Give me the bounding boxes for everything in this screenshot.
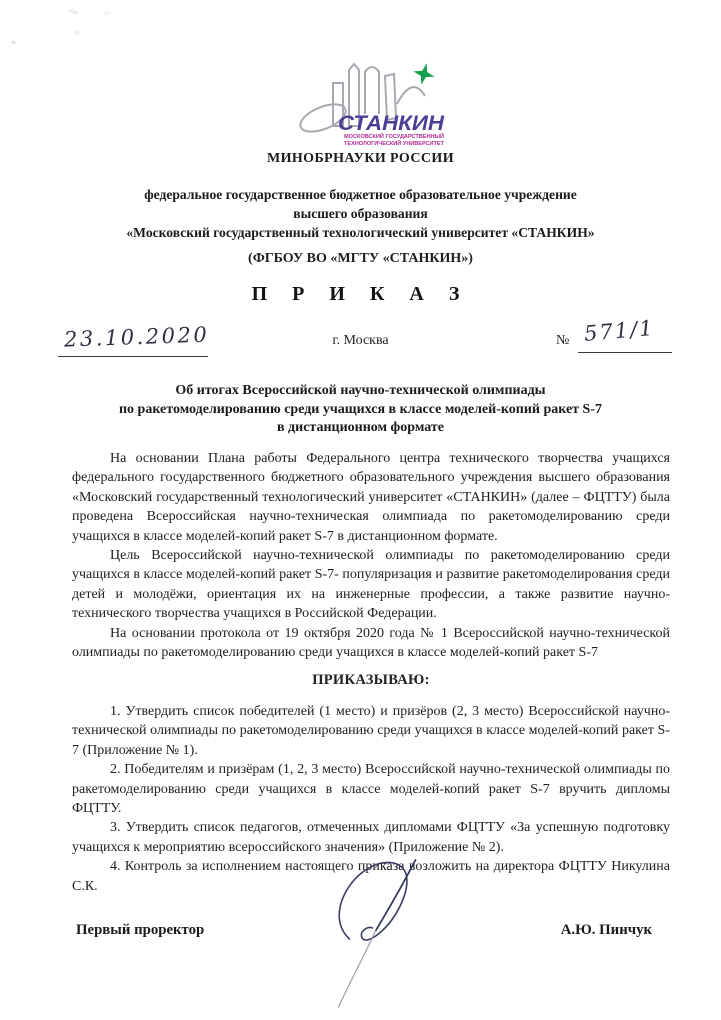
- scan-artifact: [104, 12, 110, 15]
- scan-artifact: [11, 41, 16, 44]
- subject-line-1: Об итогах Всероссийской научно-технической олимпиады: [175, 383, 546, 398]
- org-line-3: «Московский государственный технологический университет «СТАНКИН»: [126, 225, 595, 240]
- logo-subtitle-line2: ТЕХНОЛОГИЧЕСКИЙ УНИВЕРСИТЕТ: [344, 141, 442, 147]
- logo-brand-text: СТАНКИН: [338, 112, 445, 135]
- city-label: г. Москва: [332, 333, 389, 348]
- body-paragraph: Цель Всероссийской научно-технической олимпиады по ракетомоделированию среди учащихся в классе моделей-копий ракет S-7- популяризация и развитие ракетомоделирования среди детей и молодёжи, ориентация их на инженерные профессии, а также развитие научно-технического творчества учащихся в Российской Федерации.: [72, 548, 670, 622]
- logo-graphic: [296, 57, 448, 149]
- university-logo: [296, 57, 448, 149]
- ministry-name: МИНОБРНАУКИ РОССИИ: [266, 151, 454, 166]
- scan-artifact: [69, 9, 80, 16]
- scan-artifact: [74, 30, 80, 35]
- logo-subtitle-line1: МОСКОВСКИЙ ГОСУДАРСТВЕННЫЙ: [344, 134, 441, 140]
- handwritten-date: 23.10.2020: [63, 322, 210, 352]
- star-icon: [411, 61, 438, 88]
- body-paragraph: На основании Плана работы Федерального центра технического творчества учащихся федерального государственного бюджетного образовательного учреждения высшего образования «Московский государственный технологический университет «СТАНКИН» (далее – ФЦТТУ) была проведена Всероссийская научно-техническая олимпиада по ракетомоделированию среди учащихся в классе моделей-копий ракет S-7 в дистанционном формате.: [72, 451, 670, 544]
- organization-short-name: (ФГБОУ ВО «МГТУ «СТАНКИН»): [248, 251, 473, 266]
- organization-name: [40, 185, 681, 242]
- subject-line-2: по ракетомоделированию среди учащихся в классе моделей-копий ракет S-7: [118, 401, 602, 417]
- signer-name: А.Ю. Пинчук: [560, 922, 652, 938]
- handwritten-signature: [330, 855, 438, 1013]
- order-item: 1. Утвердить список победителей (1 место) и призёров (2, 3 место) Всероссийской научно-технической олимпиады по ракетомоделированию среди учащихся в классе моделей-копий ракет S-7 (Приложение № 1).: [72, 703, 670, 758]
- order-item: 3. Утвердить список педагогов, отмеченных дипломами ФЦТТУ «За успешную подготовку учащихся к мероприятию всероссийского значения» (Приложение № 2).: [72, 820, 670, 855]
- body-paragraph: На основании протокола от 19 октября 2020 года № 1 Всероссийской научно-технической олимпиады по ракетомоделированию среди учащихся в классе моделей-копий ракет S-7: [72, 625, 670, 661]
- number-underline: [578, 352, 672, 353]
- order-heading: ПРИКАЗЫВАЮ:: [312, 672, 430, 689]
- org-line-2: высшего образования: [293, 206, 428, 221]
- order-item: 4. Контроль за исполнением настоящего приказа возложить на директора ФЦТТУ Никулина С.К.: [72, 859, 670, 894]
- signer-position: Первый проректор: [76, 922, 205, 938]
- date-underline: [58, 356, 208, 357]
- subject-line-3: в дистанционном формате: [276, 420, 444, 435]
- number-sign-label: №: [556, 333, 570, 348]
- handwritten-order-number: 571/1: [583, 315, 656, 346]
- document-type-title: П Р И К А З: [251, 283, 470, 305]
- order-body: [72, 449, 670, 896]
- org-line-1: федеральное государственное бюджетное образовательное учреждение: [144, 187, 577, 202]
- order-item: 2. Победителям и призёрам (1, 2, 3 место) Всероссийской научно-технической олимпиады по ракетомоделированию среди учащихся в классе моделей-копий ракет S-7 вручить дипломы ФЦТТУ.: [72, 762, 670, 816]
- order-subject: [60, 382, 661, 438]
